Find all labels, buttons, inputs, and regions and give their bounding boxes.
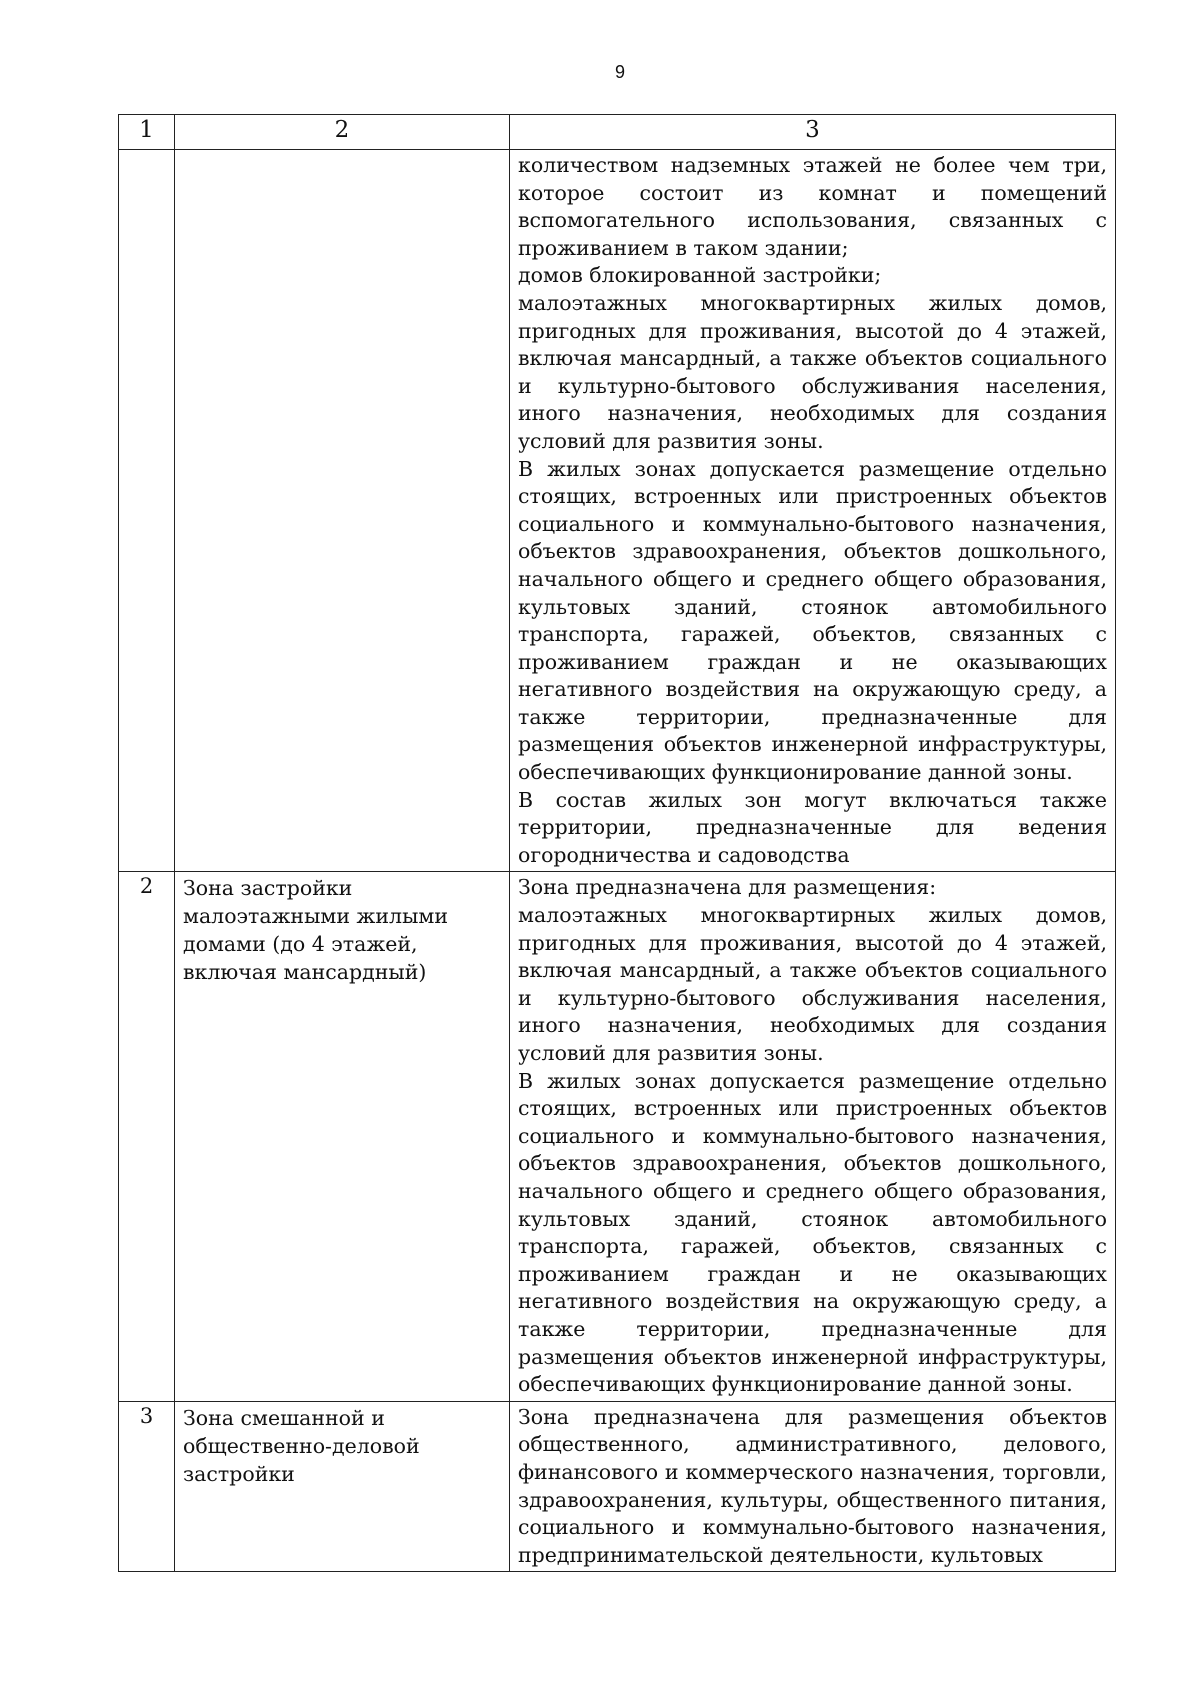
zone-name [175, 150, 510, 872]
table-row [119, 1401, 1116, 1572]
row-number: 2 [119, 872, 175, 1401]
zone-description [510, 1401, 1116, 1572]
table-header-row [119, 115, 1116, 150]
table-row [119, 872, 1116, 1401]
row-number [119, 150, 175, 872]
description-paragraph: В жилых зонах допускается размещение отдельно стоящих, встроенных или пристроенных объектов социального и коммунально-бытового назначения, объектов здравоохранения, объектов дошкольного, начального общего и среднего общего образования, культовых зданий, стоянок автомобильного транспорта, гаражей, объектов, связанных с проживанием граждан и не оказывающих негативного воздействия на окружающую среду, а также территории, предназначенные для размещения объектов инженерной инфраструктуры, обеспечивающих функционирование данной зоны. [518, 1068, 1107, 1397]
row-number: 3 [119, 1401, 175, 1572]
description-paragraph: малоэтажных многоквартирных жилых домов, пригодных для проживания, высотой до 4 этажей, включая мансардный, а также объектов социального и культурно-бытового обслуживания населения, иного назначения, необходимых для создания условий для развития зоны. [518, 290, 1107, 453]
description-paragraph: Зона предназначена для размещения объектов общественного, административного, делового, финансового и коммерческого назначения, торговли, здравоохранения, культуры, общественного питания, социального и коммунально-бытового назначения, предпринимательской деятельности, культовых [518, 1404, 1107, 1567]
description-paragraph: количеством надземных этажей не более чем три, которое состоит из комнат и помещений вспомогательного использования, связанных с проживанием в таком здании; [518, 153, 1107, 260]
description-paragraph: Зона предназначена для размещения: [518, 875, 937, 900]
zone-description [510, 150, 1116, 872]
description-paragraph: малоэтажных многоквартирных жилых домов, пригодных для проживания, высотой до 4 этажей, включая мансардный, а также объектов социального и культурно-бытового обслуживания населения, иного назначения, необходимых для создания условий для развития зоны. [518, 903, 1107, 1065]
zones-table [118, 114, 1116, 1572]
zone-description [510, 872, 1116, 1401]
zone-name: Зона застройки малоэтажными жилыми домами (до 4 этажей, включая мансардный) [175, 872, 510, 1401]
column-header-1: 1 [119, 115, 175, 150]
column-header-2: 2 [175, 115, 510, 150]
table-row [119, 150, 1116, 872]
description-paragraph: В состав жилых зон могут включаться также территории, предназначенные для ведения огородничества и садоводства [518, 787, 1107, 867]
description-paragraph: В жилых зонах допускается размещение отдельно стоящих, встроенных или пристроенных объектов социального и коммунально-бытового назначения, объектов здравоохранения, объектов дошкольного, начального общего и среднего общего образования, культовых зданий, стоянок автомобильного транспорта, гаражей, объектов, связанных с проживанием граждан и не оказывающих негативного воздействия на окружающую среду, а также территории, предназначенные для размещения объектов инженерной инфраструктуры, обеспечивающих функционирование данной зоны. [518, 456, 1107, 785]
column-header-3: 3 [510, 115, 1116, 150]
zone-name: Зона смешанной и общественно-деловой застройки [175, 1401, 510, 1572]
description-paragraph: домов блокированной застройки; [518, 263, 882, 288]
page-number: 9 [614, 62, 625, 82]
